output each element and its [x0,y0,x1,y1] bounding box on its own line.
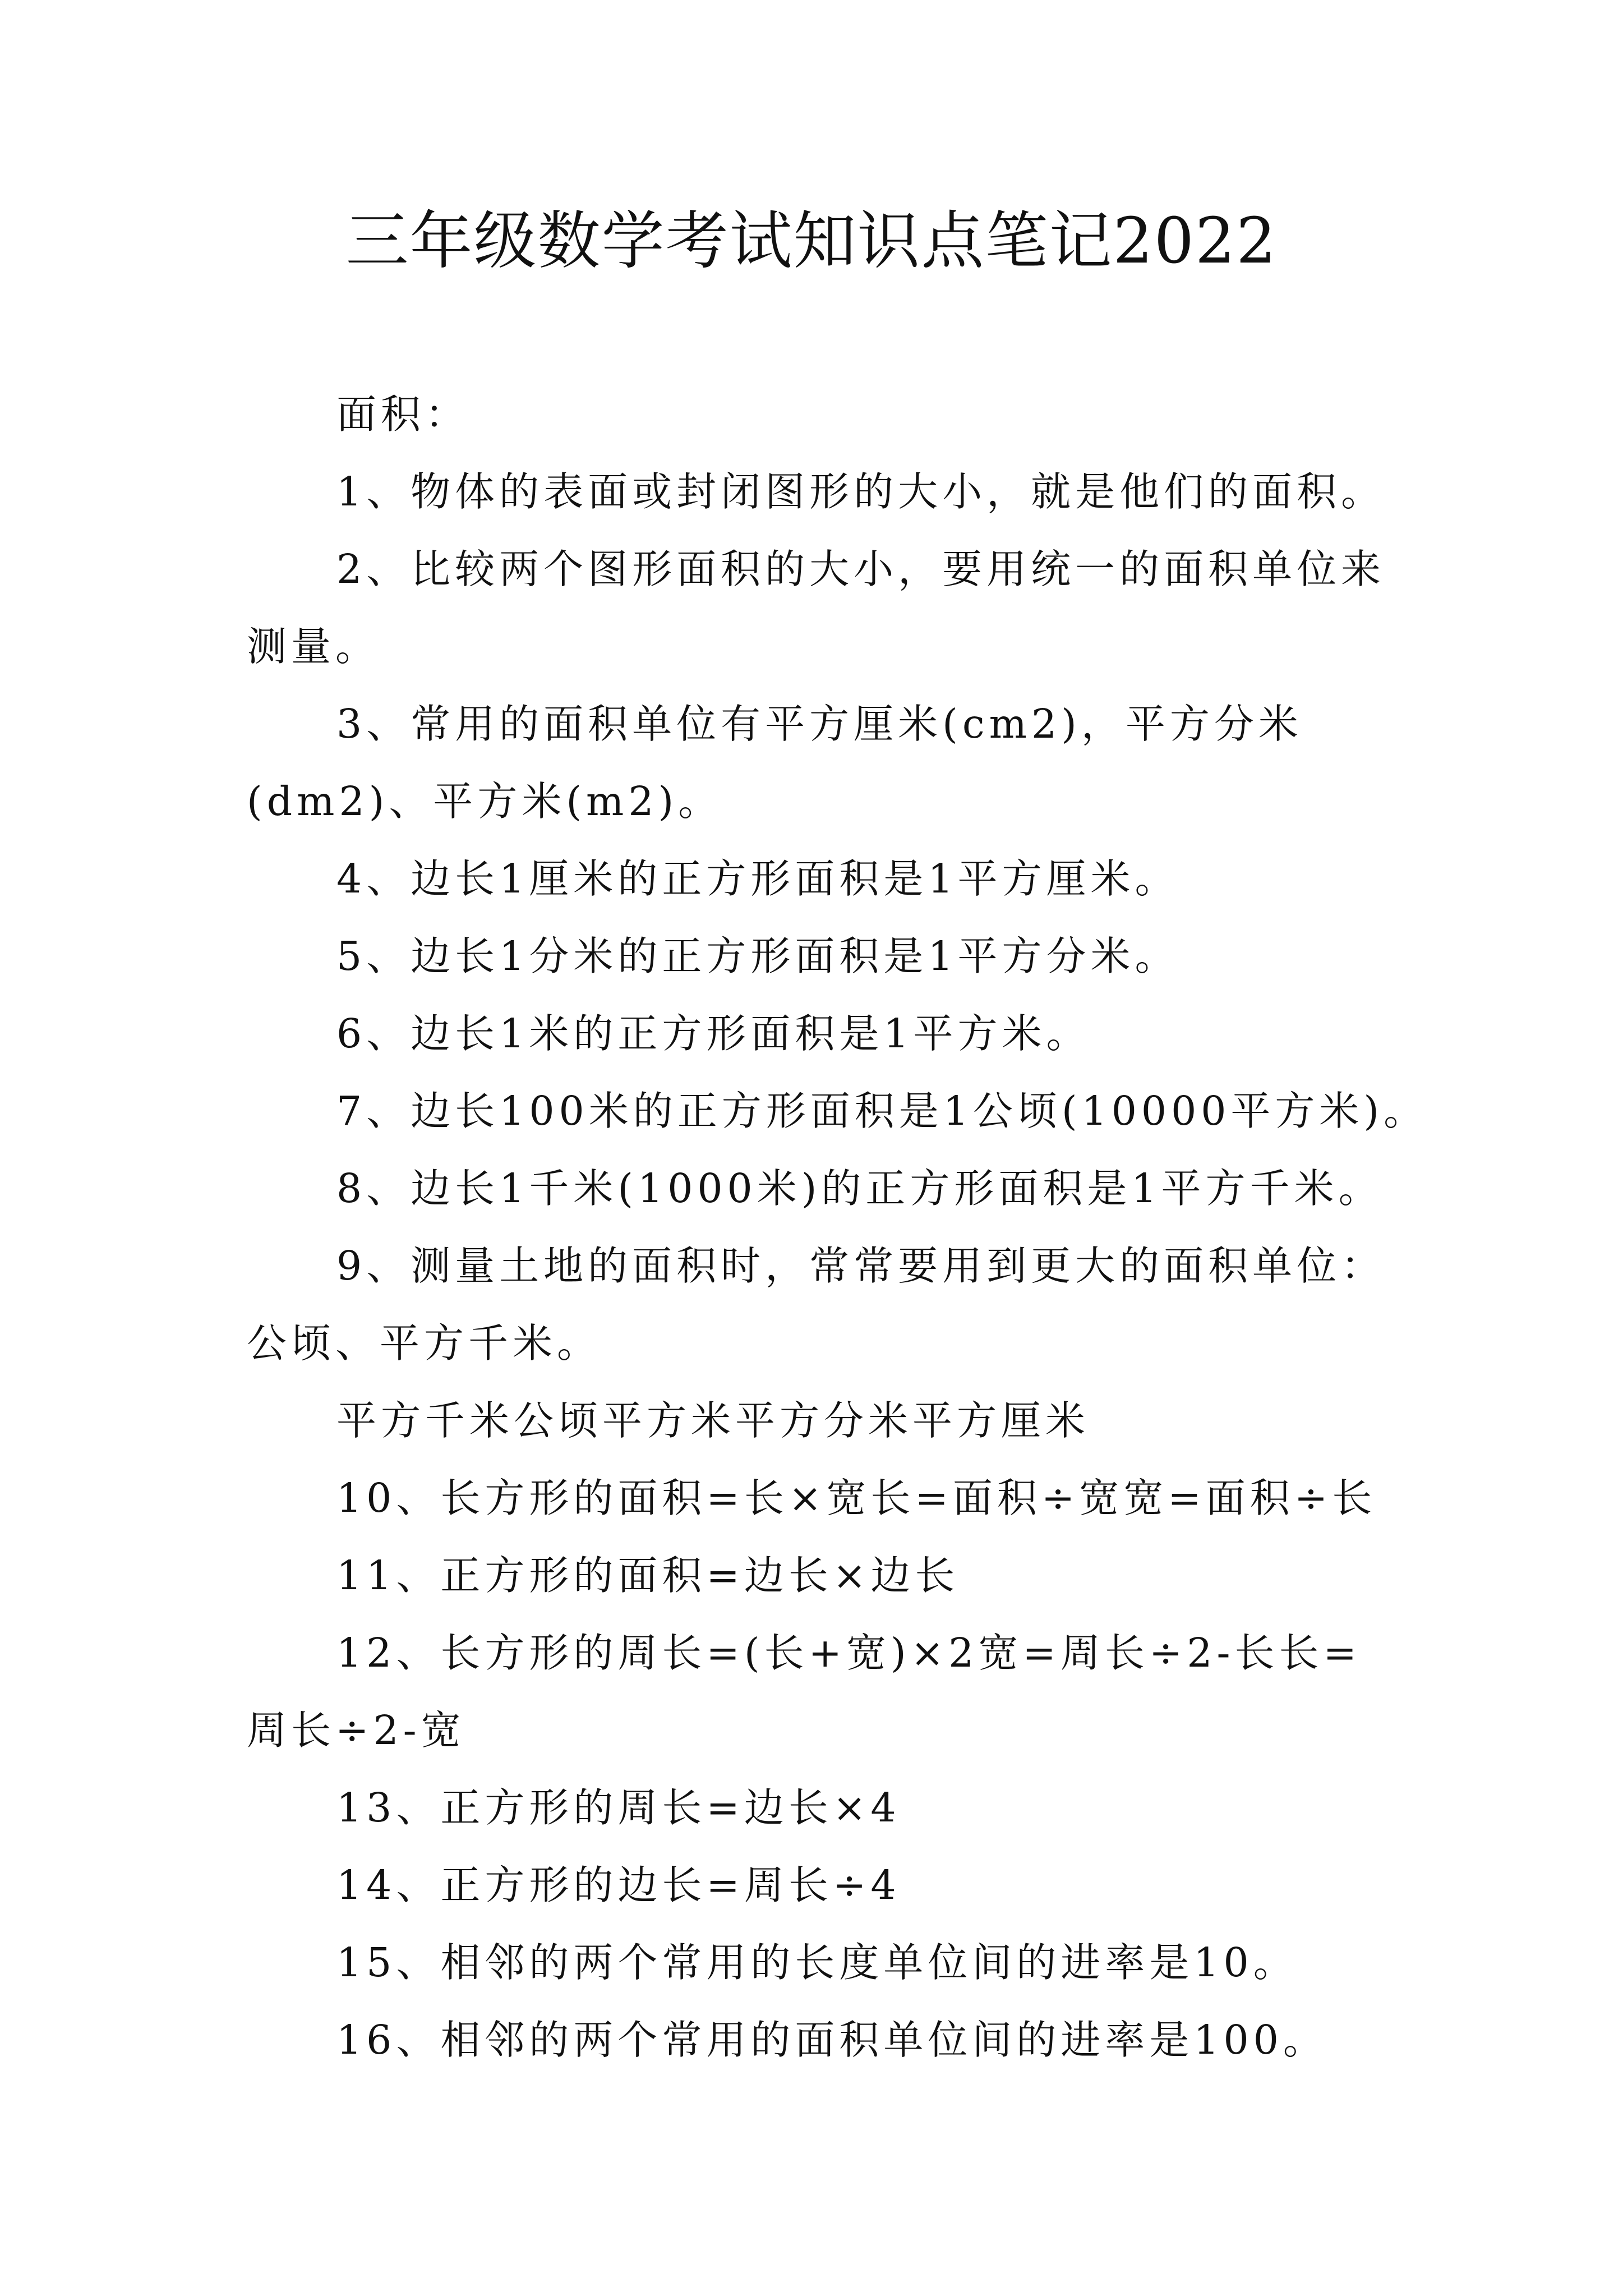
note-item-3: 3、常用的面积单位有平方厘米(cm2)，平方分米(dm2)、平方米(m2)。 [247,701,1303,825]
note-item-11: 11、正方形的面积=边长×边长 [336,1552,960,1599]
note-item-7: 7、边长100米的正方形面积是1公顷(10000平方米)。 [336,1088,1428,1134]
note-item-15: 15、相邻的两个常用的长度单位间的进率是10。 [336,1939,1298,1986]
note-item-12: 12、长方形的周长=(长+宽)×2宽=周长÷2-长长=周长÷2-宽 [247,1630,1362,1754]
note-item-1: 1、物体的表面或封闭图形的大小，就是他们的面积。 [336,468,1386,515]
note-item-5: 5、边长1分米的正方形面积是1平方分米。 [336,933,1179,979]
note-item-2: 2、比较两个图形面积的大小，要用统一的面积单位来测量。 [247,546,1386,670]
unit-order-line: 平方千米公顷平方米平方分米平方厘米 [336,1397,1090,1444]
note-item-9: 9、测量土地的面积时，常常要用到更大的面积单位：公顷、平方千米。 [247,1243,1386,1366]
page-title: 三年级数学考试知识点笔记2022 [345,205,1278,278]
note-item-13: 13、正方形的周长=边长×4 [336,1784,901,1831]
note-item-10: 10、长方形的面积=长×宽长=面积÷宽宽=面积÷长 [336,1475,1377,1521]
note-item-16: 16、相邻的两个常用的面积单位间的进率是100。 [336,2017,1327,2063]
document-body [247,376,1428,2079]
note-item-14: 14、正方形的边长=周长÷4 [336,1862,901,1908]
note-item-6: 6、边长1米的正方形面积是1平方米。 [336,1010,1091,1057]
note-item-8: 8、边长1千米(1000米)的正方形面积是1平方千米。 [336,1165,1383,1212]
section-heading-area: 面积： [336,391,470,438]
note-item-4: 4、边长1厘米的正方形面积是1平方厘米。 [336,855,1179,902]
